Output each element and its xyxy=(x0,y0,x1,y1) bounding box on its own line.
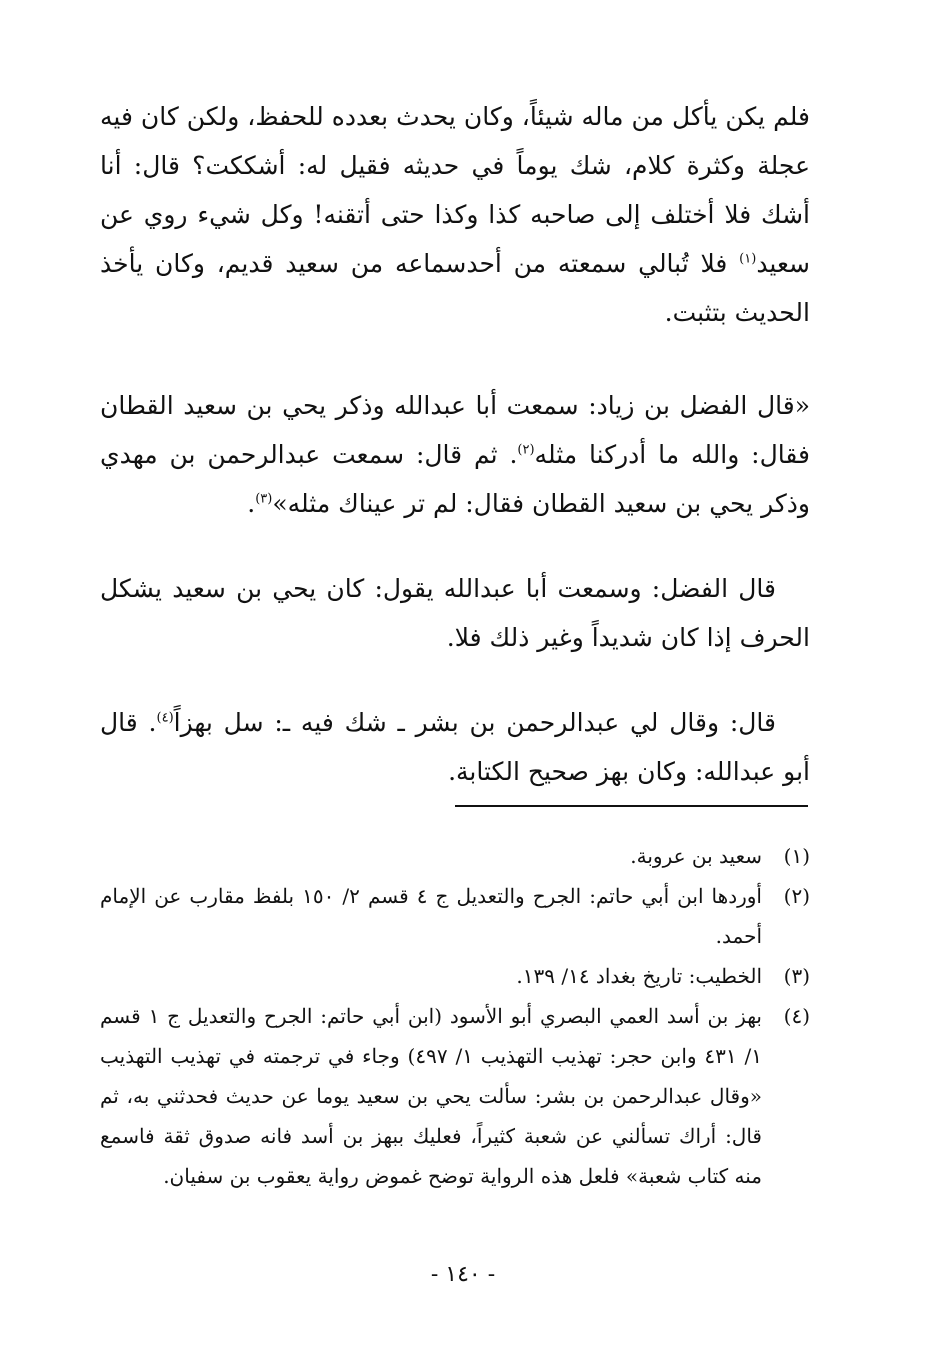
paragraph-3: قال الفضل: وسمعت أبا عبدالله يقول: كان يحي بن سعيد يشكل الحرف إذا كان شديداً وغير ذلك فلا. xyxy=(100,574,810,652)
footnote-ref-1[interactable]: (١) xyxy=(739,251,757,267)
paragraph-4-text-end: . قال أبو عبدالله: وكان بهز صحيح الكتابة. xyxy=(100,708,810,786)
paragraph-2 xyxy=(100,381,810,528)
paragraph-1-text: فلم يكن يأكل من ماله شيئاً، وكان يحدث بعدده للحفظ، ولكن كان فيه عجلة وكثرة كلام، شك يوماً في حديثه فقيل له: أشككت؟ قال: أنا أشك فلا أختلف إلى صاحبه كذا وكذا حتى أتقنه! وكل شيء روي عن سعيد xyxy=(100,102,810,278)
paragraph-2-text-end: . xyxy=(247,489,256,518)
paragraph-2-text-mid: . ثم قال: سمعت عبدالرحمن بن مهدي وذكر يحي بن سعيد القطان فقال: لم تر عيناك مثله» xyxy=(100,440,810,518)
paragraph-1 xyxy=(100,92,810,337)
footnote-2 xyxy=(100,876,810,956)
footnote-text: سعيد بن عروبة. xyxy=(630,844,762,868)
footnote-number: (٢) xyxy=(783,884,810,908)
footnote-ref-4[interactable]: (٤) xyxy=(156,710,174,726)
footnote-number: (٤) xyxy=(783,1004,810,1028)
footnote-separator xyxy=(455,805,808,807)
paragraph-1-text-end: فلا تُبالي سمعته من أحدسماعه من سعيد قديم، وكان يأخذ الحديث بتثبت. xyxy=(100,249,810,327)
footnotes xyxy=(100,836,810,1196)
footnote-text: أوردها ابن أبي حاتم: الجرح والتعديل ج ٤ قسم ٢/ ١٥٠ بلفظ مقارب عن الإمام أحمد. xyxy=(100,884,762,948)
paragraph-2-text: «قال الفضل بن زياد: سمعت أبا عبدالله وذكر يحي بن سعيد القطان فقال: والله ما أدركنا مثله xyxy=(100,391,810,469)
footnote-text: بهز بن أسد العمي البصري أبو الأسود (ابن أبي حاتم: الجرح والتعديل ج ١ قسم ١/ ٤٣١ وابن حجر: تهذيب التهذيب ١/ ٤٩٧) وجاء في ترجمته في تهذيب التهذيب «وقال عبدالرحمن بن بشر: سألت يحي بن سعيد يوما عن حديث فحدثني به، ثم قال: أراك تسألني عن شعبة كثيراً، فعليك ببهز بن أسد فانه صدوق ثقة فاسمع منه كتاب شعبة» فلعل هذه الرواية توضح غموض رواية يعقوب بن سفيان. xyxy=(100,1004,762,1188)
paragraph-4-text: قال: وقال لي عبدالرحمن بن بشر ـ شك فيه ـ: سل بهزاً xyxy=(173,708,776,737)
footnote-number: (٣) xyxy=(783,964,810,988)
footnote-ref-3[interactable]: (٣) xyxy=(255,491,273,507)
footnote-1 xyxy=(100,836,810,876)
footnote-4 xyxy=(100,996,810,1196)
main-text xyxy=(100,92,810,796)
footnote-ref-2[interactable]: (٢) xyxy=(517,442,535,458)
page-number: - ١٤٠ - xyxy=(430,1262,496,1287)
footnote-3 xyxy=(100,956,810,996)
footnote-number: (١) xyxy=(783,844,810,868)
footnote-text: الخطيب: تاريخ بغداد ١٤/ ١٣٩. xyxy=(516,964,762,988)
paragraph-4 xyxy=(100,698,810,796)
